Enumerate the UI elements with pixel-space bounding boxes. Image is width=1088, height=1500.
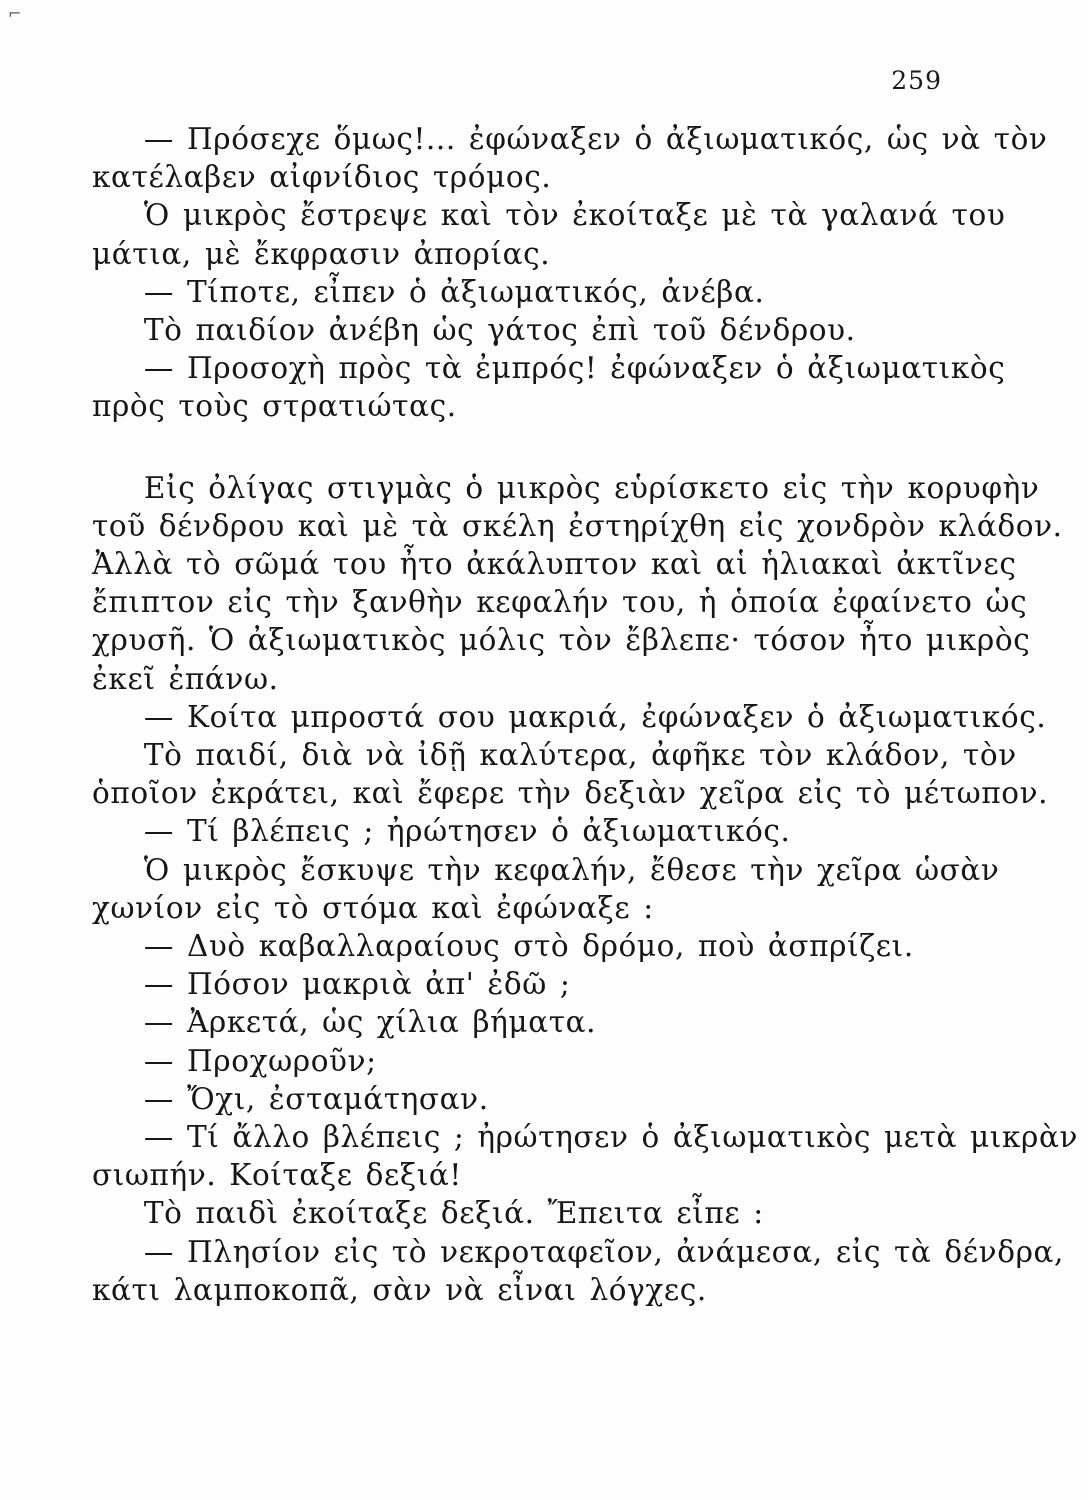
text-line: — Προχωροῦν; (92, 1043, 377, 1078)
text-line: — Προσοχὴ πρὸς τὰ ἐμπρός! ἐφώναξεν ὁ ἀξιωματικὸς (92, 351, 1006, 386)
section-break (92, 426, 938, 469)
paragraph-group-1 (92, 120, 1048, 426)
text-line: — Πρόσεχε ὅμως!... ἐφώναξεν ὁ ἀξιωματικός, ὡς νὰ τὸν (92, 122, 1048, 156)
text-line: μάτια, μὲ ἔκφρασιν ἀπορίας. (92, 236, 551, 271)
text-line: κάτι λαμποκοπᾶ, σὰν νὰ εἶναι λόγχες. (92, 1272, 707, 1307)
text-line: Ἀλλὰ τὸ σῶμά του ἦτο ἀκάλυπτον καὶ αἱ ἡλιακαὶ ἀκτῖνες (92, 547, 1017, 582)
text-line: — Πλησίον εἰς τὸ νεκροταφεῖον, ἀνάμεσα, εἰς τὰ δένδρα, (92, 1234, 1065, 1269)
text-line: Ὁ μικρὸς ἔσκυψε τὴν κεφαλήν, ἔθεσε τὴν χεῖρα ὡσὰν (92, 852, 1000, 887)
text-line: πρὸς τοὺς στρατιώτας. (92, 389, 457, 424)
text-line: σιωπήν. Κοίταξε δεξιά! (92, 1158, 462, 1193)
text-line: — Τί ἄλλο βλέπεις ; ἠρώτησεν ὁ ἀξιωματικὸς μετὰ μικρὰν (92, 1120, 1078, 1155)
text-line: χωνίον εἰς τὸ στόμα καὶ ἐφώναξε : (92, 890, 654, 925)
text-line: — Ὄχι, ἐσταμάτησαν. (92, 1081, 489, 1116)
text-line: — Τί βλέπεις ; ἠρώτησεν ὁ ἀξιωματικός. (92, 814, 791, 849)
body-text (92, 120, 1078, 1309)
text-line: Τὸ παιδὶ ἐκοίταξε δεξιά. Ἔπειτα εἶπε : (92, 1196, 764, 1231)
text-line: χρυσῆ. Ὁ ἀξιωματικὸς μόλις τὸν ἔβλεπε· τόσον ἦτο μικρὸς (92, 623, 1031, 658)
text-line: — Τίποτε, εἶπεν ὁ ἀξιωματικός, ἀνέβα. (92, 274, 765, 309)
text-line: — Πόσον μακριὰ ἀπ' ἐδῶ ; (92, 967, 571, 1002)
text-line: κατέλαβεν αἰφνίδιος τρόμος. (92, 160, 552, 195)
text-line: — Δυὸ καβαλλαραίους στὸ δρόμο, ποὺ ἀσπρίζει. (92, 929, 914, 964)
corner-mark: ⌐ (8, 4, 22, 23)
text-line: ὁποῖον ἐκράτει, καὶ ἔφερε τὴν δεξιὰν χεῖρα εἰς τὸ μέτωπον. (92, 776, 1049, 811)
text-line: ἔπιπτον εἰς τὴν ξανθὴν κεφαλήν του, ἡ ὁποία ἐφαίνετο ὡς (92, 585, 1028, 620)
text-line: — Ἀρκετά, ὡς χίλια βήματα. (92, 1005, 597, 1040)
text-line: ἐκεῖ ἐπάνω. (92, 661, 279, 696)
text-line: τοῦ δένδρου καὶ μὲ τὰ σκέλη ἐστηρίχθη εἰς χονδρὸν κλάδον. (92, 508, 1063, 543)
page-number: 259 (891, 66, 942, 95)
text-line: Ὁ μικρὸς ἔστρεψε καὶ τὸν ἐκοίταξε μὲ τὰ γαλανά του (92, 198, 1006, 233)
paragraph-group-2 (92, 469, 1078, 1309)
text-line: Τὸ παιδί, διὰ νὰ ἰδῇ καλύτερα, ἀφῆκε τὸν κλάδον, τὸν (92, 738, 1017, 773)
text-line: — Κοίτα μπροστά σου μακριά, ἐφώναξεν ὁ ἀξιωματικός. (92, 699, 1047, 734)
text-line: Εἰς ὀλίγας στιγμὰς ὁ μικρὸς εὑρίσκετο εἰς τὴν κορυφὴν (92, 470, 1040, 505)
text-line: Τὸ παιδίον ἀνέβη ὡς γάτος ἐπὶ τοῦ δένδρου. (92, 313, 856, 348)
